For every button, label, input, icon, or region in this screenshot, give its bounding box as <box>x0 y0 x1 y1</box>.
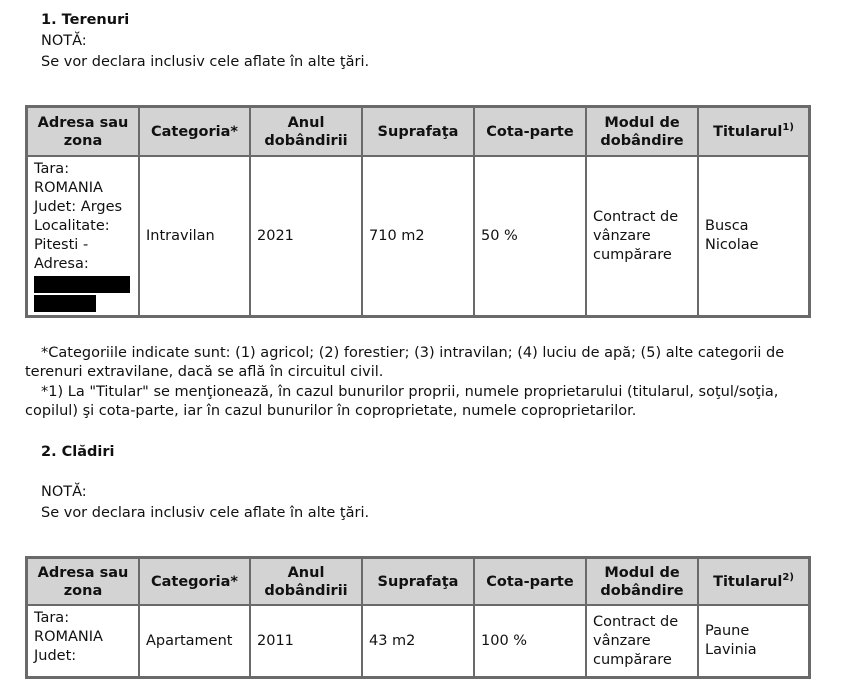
cell-category: Intravilan <box>139 156 250 316</box>
section-title-terenuri: 1. Terenuri <box>41 12 130 28</box>
cell-mode: Contract de vânzare cumpărare <box>586 156 698 316</box>
cell-year: 2011 <box>250 605 362 677</box>
cell-area: 710 m2 <box>362 156 474 316</box>
cell-area: 43 m2 <box>362 605 474 677</box>
note-text: Se vor declara inclusiv cele aflate în alte ţări. <box>41 505 370 521</box>
table-row <box>27 605 809 677</box>
header-category: Categoria* <box>139 558 250 605</box>
note-text: Se vor declara inclusiv cele aflate în alte ţări. <box>41 54 370 70</box>
header-address: Adresa sau zona <box>27 107 139 156</box>
land-table <box>25 105 811 318</box>
cell-address: Tara: ROMANIA Judet: Arges Localitate: Pitesti - Adresa: <box>27 156 139 316</box>
buildings-table <box>25 556 811 679</box>
note-label: NOTĂ: <box>41 33 87 49</box>
cell-year: 2021 <box>250 156 362 316</box>
redaction-bar <box>34 295 96 312</box>
footnote-titular: *1) La "Titular" se menţionează, în cazul bunurilor proprii, numele proprietarului (titularul, soţul/soţia, copilul) şi cota-parte, iar în cazul bunurilor în coproprietate, numele coproprietarilor. <box>25 384 779 419</box>
header-category: Categoria* <box>139 107 250 156</box>
note-label: NOTĂ: <box>41 484 87 500</box>
header-area: Suprafaţa <box>362 107 474 156</box>
header-year: Anul dobândirii <box>250 107 362 156</box>
header-owner: Titularul$^{2)}$ <box>698 558 809 605</box>
table-row <box>27 156 809 316</box>
header-address: Adresa sau zona <box>27 558 139 605</box>
header-year: Anul dobândirii <box>250 558 362 605</box>
header-area: Suprafaţa <box>362 558 474 605</box>
table-header-row <box>27 107 809 156</box>
footnote-categories: *Categoriile indicate sunt: (1) agricol; (2) forestier; (3) intravilan; (4) luciu de apă; (5) alte categorii de terenuri extravilane, dacă se află în circuitul civil. <box>25 345 785 380</box>
cell-share: 100 % <box>474 605 586 677</box>
cell-share: 50 % <box>474 156 586 316</box>
cell-owner: Busca Nicolae <box>698 156 809 316</box>
cell-owner: Paune Lavinia <box>698 605 809 677</box>
header-mode: Modul de dobândire <box>586 558 698 605</box>
section-title-cladiri: 2. Clădiri <box>41 444 115 460</box>
cell-address: Tara: ROMANIA Judet: <box>27 605 139 677</box>
header-share: Cota-parte <box>474 558 586 605</box>
cell-category: Apartament <box>139 605 250 677</box>
header-mode: Modul de dobândire <box>586 107 698 156</box>
header-share: Cota-parte <box>474 107 586 156</box>
table-header-row <box>27 558 809 605</box>
redaction-bar <box>34 276 130 293</box>
header-owner: Titularul$^{1)}$ <box>698 107 809 156</box>
cell-mode: Contract de vânzare cumpărare <box>586 605 698 677</box>
